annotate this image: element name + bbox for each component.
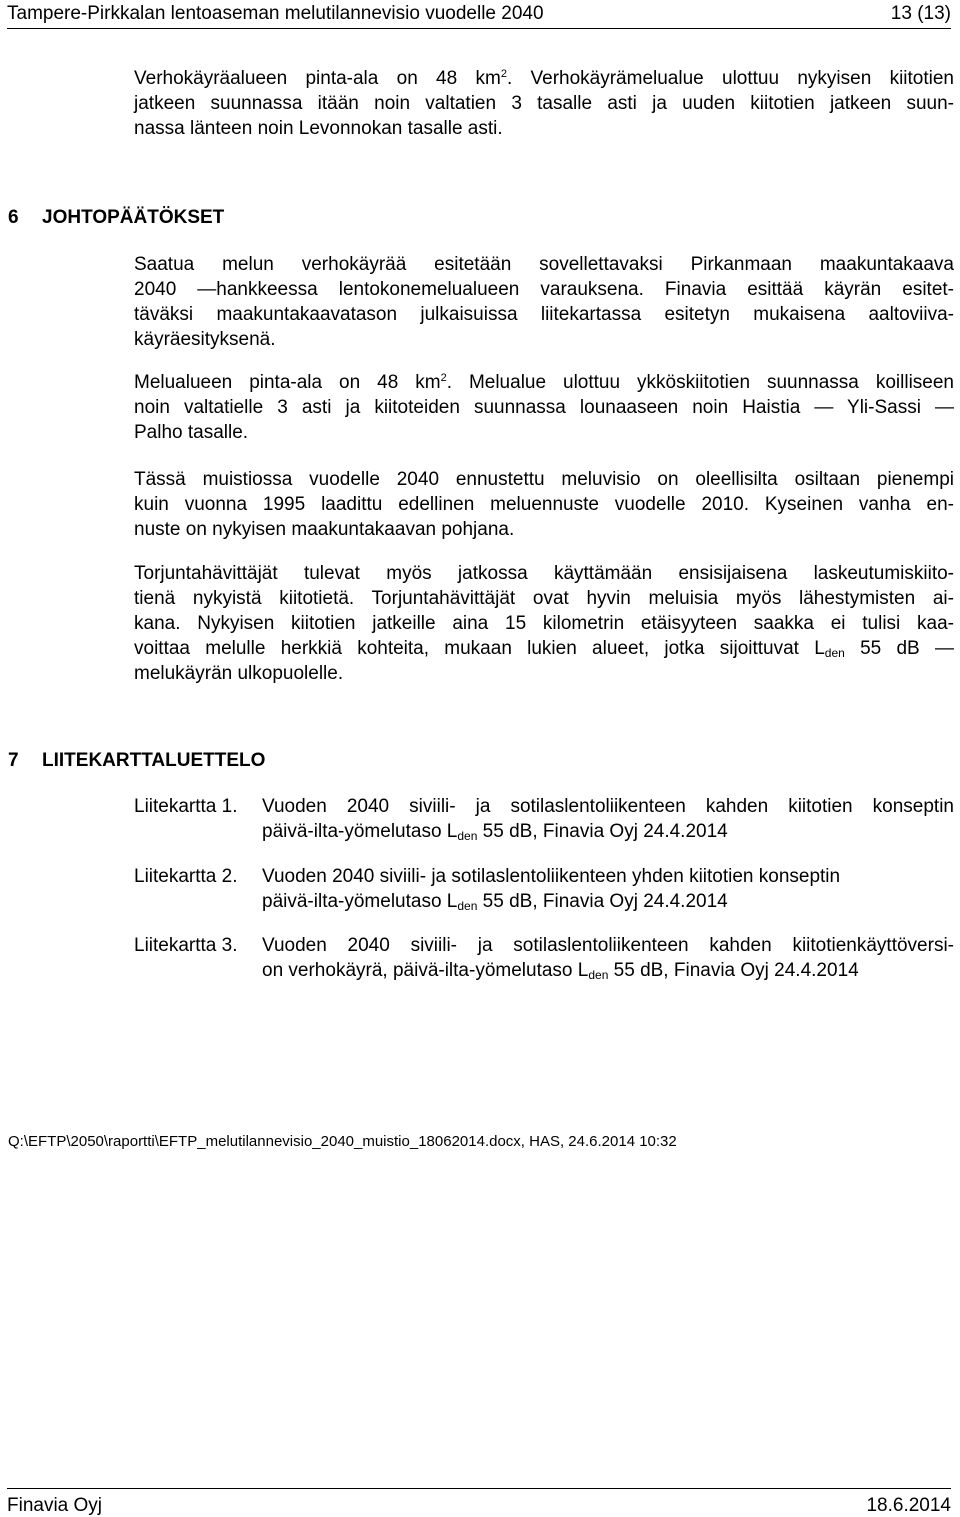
text-line: noin valtatielle 3 asti ja kiitoteiden suunnassa lounaaseen noin Haistia — Yli-Sassi —: [134, 397, 954, 418]
text-line: päivä-ilta-yömelutaso $L_{den}$ 55 dB, Finavia Oyj 24.4.2014: [262, 891, 728, 913]
document-title: Tampere-Pirkkalan lentoaseman melutilannevisio vuodelle 2040: [7, 3, 544, 24]
text-line: melukäyrän ulkopuolelle.: [134, 663, 344, 684]
file-path: Q:\EFTP\2050\raportti\EFTP_melutilannevisio_2040_muistio_18062014.docx, HAS, 24.6.2014 10:32: [8, 1133, 677, 1150]
page-header: [7, 0, 951, 29]
text-line: Saatua melun verhokäyrää esitetään sovellettavaksi Pirkanmaan maakuntakaava: [134, 254, 954, 275]
appendix-label: Liitekartta 3.: [134, 935, 238, 956]
text-line: Vuoden 2040 siviili- ja sotilaslentoliikenteen yhden kiitotien konseptin: [262, 866, 841, 887]
conclusion-paragraph-2: [134, 370, 954, 445]
section-title: LIITEKARTTALUETTELO: [42, 750, 266, 771]
appendix-description: [262, 933, 954, 983]
text-line: voittaa melulle herkkiä kohteita, mukaan lukien alueet, jotka sijoittuvat $L_{den}$ 55 dB —: [134, 638, 954, 660]
section-6-heading: [8, 207, 224, 229]
text-line: kana. Nykyisen kiitotien jatkeille aina 15 kilometrin etäisyyteen saakka ei tulisi kaa-: [134, 613, 954, 634]
appendix-description: [262, 864, 954, 914]
text-line: täväksi maakuntakaavatason julkaisuissa liitekartassa esitetyn mukaisena aaltoviiva-: [134, 304, 954, 325]
page-number: 13 (13): [890, 3, 951, 24]
appendix-label: Liitekartta 1.: [134, 796, 238, 817]
conclusion-paragraph-1: [134, 252, 954, 352]
section-number: 6: [8, 207, 19, 228]
text-line: jatkeen suunnassa itään noin valtatien 3 tasalle asti ja uuden kiitotien jatkeen suun-: [134, 93, 954, 114]
text-line: nassa länteen noin Levonnokan tasalle asti.: [134, 118, 503, 139]
page-footer: [7, 1488, 951, 1516]
text-line: kuin vuonna 1995 laadittu edellinen meluennuste vuodelle 2010. Kyseinen vanha en-: [134, 494, 954, 515]
text-line: Torjuntahävittäjät tulevat myös jatkossa käyttämään ensisijaisena laskeutumiskiito-: [134, 563, 954, 584]
text-line: tienä nykyistä kiitotietä. Torjuntahävittäjät ovat hyvin meluisia myös lähestymisten ai-: [134, 588, 954, 609]
text-line: Tässä muistiossa vuodelle 2040 ennustettu meluvisio on oleellisilta osiltaan pienempi: [134, 469, 954, 490]
intro-paragraph: [134, 66, 954, 141]
text-line: käyräesityksenä.: [134, 329, 276, 350]
text-line: Verhokäyräalueen pinta-ala on 48 $km^2$. Verhokäyrämelualue ulottuu nykyisen kiitotien: [134, 68, 954, 89]
text-line: Melualueen pinta-ala on 48 $km^2$. Melualue ulottuu ykköskiitotien suunnassa koilliseen: [134, 372, 954, 393]
text-line: päivä-ilta-yömelutaso $L_{den}$ 55 dB, Finavia Oyj 24.4.2014: [262, 821, 728, 843]
company-name: Finavia Oyj: [7, 1495, 103, 1516]
section-number: 7: [8, 750, 19, 771]
conclusion-paragraph-4: [134, 561, 954, 686]
conclusion-paragraph-3: [134, 467, 954, 542]
text-line: nuste on nykyisen maakuntakaavan pohjana.: [134, 519, 515, 540]
section-title: JOHTOPÄÄTÖKSET: [42, 207, 225, 228]
appendix-description: [262, 794, 954, 844]
text-line: Vuoden 2040 siviili- ja sotilaslentoliikenteen kahden kiitotienkäyttöversi-: [262, 935, 954, 956]
appendix-label: Liitekartta 2.: [134, 866, 238, 887]
text-line: Vuoden 2040 siviili- ja sotilaslentoliikenteen kahden kiitotien konseptin: [262, 796, 954, 817]
section-7-heading: [8, 750, 265, 772]
document-date: 18.6.2014: [866, 1495, 951, 1516]
text-line: 2040 —hankkeessa lentokonemelualueen varauksena. Finavia esittää käyrän esitet-: [134, 279, 954, 300]
text-line: Palho tasalle.: [134, 422, 249, 443]
text-line: on verhokäyrä, päivä-ilta-yömelutaso $L_{den}$ 55 dB, Finavia Oyj 24.4.2014: [262, 960, 859, 982]
